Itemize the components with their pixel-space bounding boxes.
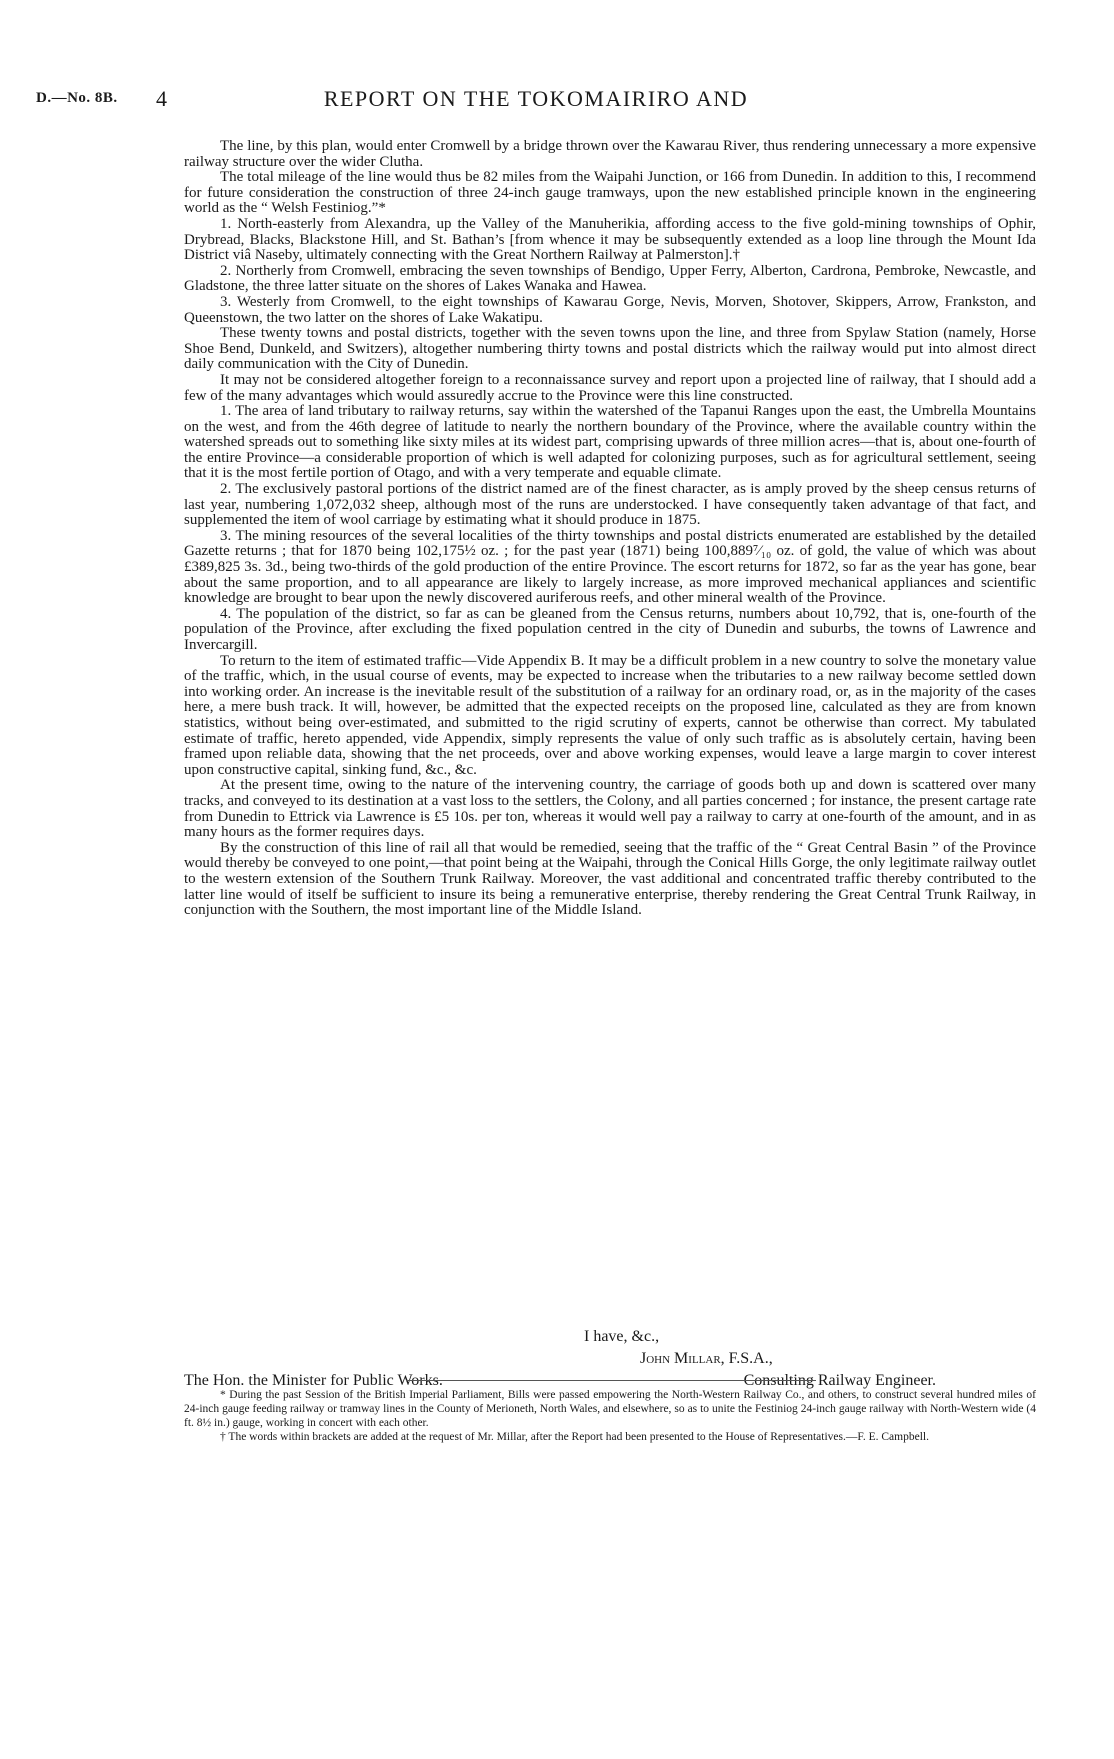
paragraph: 3. Westerly from Cromwell, to the eight townships of Kawarau Gorge, Nevis, Morven, Shotover, Skippers, Arrow, Frankston, and Queenstown, the two latter on the shores of Lake Wakatipu. (184, 293, 1036, 326)
paragraph: These twenty towns and postal districts, together with the seven towns upon the line, and three from Spylaw Station (namely, Horse Shoe Bend, Dunkeld, and Switzers), altogether numbering thirty towns and postal districts which the railway would put into almost direct daily communication with the City of Dunedin. (184, 325, 1036, 373)
document-reference: D.—No. 8B. (36, 90, 118, 106)
footnotes (184, 1388, 1036, 1444)
footnote-divider (406, 1380, 816, 1381)
paragraph: It may not be considered altogether foreign to a reconnaissance survey and report upon a projected line of railway, that I should add a few of the many advantages which would assuredly accrue to the Province were this line constructed. (184, 371, 1036, 404)
page-number: 4 (156, 86, 167, 111)
paragraph: 2. Northerly from Cromwell, embracing the seven townships of Bendigo, Upper Ferry, Alberton, Cardrona, Pembroke, Newcastle, and Gladstone, the three latter situate on the shores of Lakes Wanaka and Hawea. (184, 262, 1036, 295)
paragraph: By the construction of this line of rail all that would be remedied, seeing that the traffic of the “ Great Central Basin ” of the Province would thereby be conveyed to one point,—that point being at the Waipahi, through the Conical Hills Gorge, the only legitimate railway outlet to the western extension of the Southern Trunk Railway. Moreover, the vast additional and concentrated traffic thereby contributed to the latter line would of itself be sufficient to insure its being a remunerative enterprise, thereby rendering the Great Central Trunk Railway, in conjunction with the Southern, the most important line of the Middle Island. (184, 839, 1036, 919)
signatory-name: John Millar, F.S.A., (640, 1350, 773, 1367)
paragraph: 1. The area of land tributary to railway returns, say within the watershed of the Tapanui Ranges upon the east, the Umbrella Mountains on the west, and from the 46th degree of latitude to nearly the northern boundary of the Province, where the available country within the watershed spreads out to something like sixty miles at its widest part, comprising upwards of three million acres—that is, about one-fourth of the entire Province—a considerable proportion of which is well adapted for colonizing purposes, such as for agricultural settlement, seeing that it is the most fertile portion of Otago, and with a very temperate and equable climate. (184, 403, 1036, 482)
signatory-role: Consulting Railway Engineer. (743, 1372, 936, 1389)
paragraph: The line, by this plan, would enter Cromwell by a bridge thrown over the Kawarau River, thus rendering unnecessary a more expensive railway structure over the wider Clutha. (184, 138, 1036, 170)
paragraph: 3. The mining resources of the several localities of the thirty townships and postal districts enumerated are established by the detailed Gazette returns ; that for 1870 being 102,175½ oz. ; for the past year (1871) being 100,889⁷⁄₁₀ oz. of gold, the value of which was about £389,825 3s. 3d., being two-thirds of the gold production of the entire Province. The escort returns for 1872, so far as the year has gone, bear about the same proportion, and to all appearance are likely to largely increase, as more improved mechanical appliances and scientific knowledge are brought to bear upon the newly discovered auriferous reefs, and other mineral wealth of the Province. (184, 527, 1036, 607)
paragraph: The total mileage of the line would thus be 82 miles from the Waipahi Junction, or 166 from Dunedin. In addition to this, I recommend for future consideration the construction of three 24-inch gauge tramways, upon the new established principle known in the engineering world as the “ Welsh Festiniog.”* (184, 169, 1036, 217)
paragraph: 4. The population of the district, so far as can be gleaned from the Census returns, numbers about 10,792, that is, one-fourth of the population of the Province, after excluding the fixed population centred in the city of Dunedin and suburbs, the towns of Lawrence and Invercargill. (184, 605, 1036, 653)
footnote: † The words within brackets are added at the request of Mr. Millar, after the Report had been presented to the House of Representatives.—F. E. Campbell. (220, 1431, 929, 1443)
footnote: * During the past Session of the British Imperial Parliament, Bills were passed empowering the North-Western Railway Co., and others, to construct several hundred miles of 24-inch gauge feeding railway or tramway lines in the County of Merioneth, North Wales, and elsewhere, so as to unite the Festiniog 24-inch gauge railway with North-Western wide (4 ft. 8½ in.) gauge, working in concert with each other. (184, 1389, 1036, 1429)
closing-line: I have, &c., (584, 1328, 660, 1345)
page-header (36, 86, 1036, 116)
paragraph: At the present time, owing to the nature of the intervening country, the carriage of goods both up and down is scattered over many tracks, and conveyed to its destination at a vast loss to the settlers, the Colony, and all parties concerned ; for instance, the present cartage rate from Dunedin to Ettrick via Lawrence is £5 10s. per ton, whereas it would well pay a railway to carry at one-fourth of the amount, and in as many hours as the former requires days. (184, 777, 1036, 841)
paragraph: To return to the item of estimated traffic—Vide Appendix B. It may be a difficult problem in a new country to solve the monetary value of the traffic, which, in the usual course of events, may be expected to increase when the tributaries to a new railway become settled down into working order. An increase is the inevitable result of the substitution of a railway for an ordinary road, or, as in the majority of the cases here, a mere bush track. It will, however, be admitted that the expected receipts on the proposed line, calculated as they are from known statistics, without being over-estimated, and submitted to the rigid scrutiny of experts, cannot be otherwise than correct. My tabulated estimate of traffic, hereto appended, vide Appendix, simply represents the value of only such traffic as is absolutely certain, having been framed upon reliable data, showing that the net proceeds, over and above working expenses, would leave a large margin to cover interest upon constructive capital, sinking fund, &c., &c. (184, 652, 1036, 778)
report-body (184, 139, 1036, 919)
addressee: The Hon. the Minister for Public Works. (184, 1372, 443, 1389)
paragraph: 1. North-easterly from Alexandra, up the Valley of the Manuherikia, affording access to the five gold-mining townships of Ophir, Drybread, Blacks, Blackstone Hill, and St. Bathan’s [from whence it may be subsequently extended as a loop line through the Mount Ida District viâ Naseby, ultimately connecting with the Great Northern Railway at Palmerston].† (184, 215, 1036, 264)
paragraph: 2. The exclusively pastoral portions of the district named are of the finest character, as is amply proved by the sheep census returns of last year, numbering 1,072,032 sheep, although most of the runs are understocked. I have consequently taken advantage of that fact, and supplemented the item of wool carriage by estimating what it should produce in 1875. (184, 481, 1036, 529)
running-title: REPORT ON THE TOKOMAIRIRO AND (323, 86, 749, 111)
